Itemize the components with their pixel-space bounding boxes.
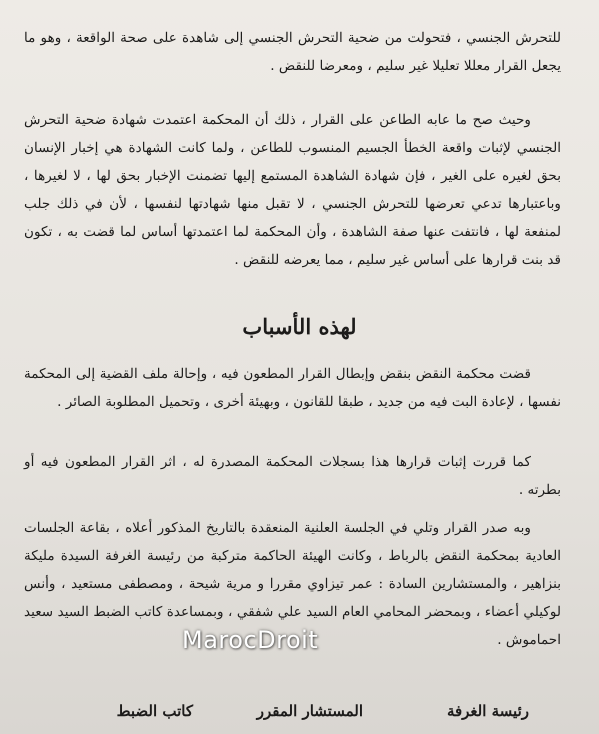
signature-rapporteur: المستشار المقرر bbox=[256, 702, 363, 720]
paragraph-ruling: قضت محكمة النقض بنقض وإبطال القرار المطعون فيه ، وإحالة ملف القضية إلى المحكمة نفسها ، لإعادة البت فيه من جديد ، طبقا للقانون ، وبهيئة أخرى ، وتحميل المطلوبة الصائر . bbox=[24, 366, 561, 410]
section-heading: لهذه الأسباب bbox=[242, 314, 357, 339]
watermark-logo: MarocDroit bbox=[182, 626, 319, 654]
signature-row bbox=[0, 702, 599, 732]
paragraph-registration: كما قررت إثبات قرارها هذا بسجلات المحكمة المصدرة له ، اثر القرار المطعون فيه أو بطرته . bbox=[24, 454, 561, 498]
signature-clerk: كاتب الضبط bbox=[116, 702, 193, 720]
paragraph-session-details: وبه صدر القرار وتلي في الجلسة العلنية المنعقدة بالتاريخ المذكور أعلاه ، بقاعة الجلسات العادية بمحكمة النقض بالرباط ، وكانت الهيئة الحاكمة متركبة من رئيسة الغرفة السيدة مليكة بنزاهير ، والمستشارين السادة : عمر تيزاوي مقررا و مرية شيحة ، ومصطفى مستعيد ، وأنس لوكيلي أعضاء ، وبمحضر المحامي العام السيد علي شفقي ، وبمساعدة كاتب الضبط السيد سعيد احماموش . bbox=[24, 520, 561, 648]
paragraph-reasoning-end: للتحرش الجنسي ، فتحولت من ضحية التحرش الجنسي إلى شاهدة على صحة الواقعة ، وهو ما يجعل القرار معللا تعليلا غير سليم ، ومعرضا للنقض . bbox=[24, 30, 561, 74]
paragraph-court-finding: وحيث صح ما عابه الطاعن على القرار ، ذلك أن المحكمة اعتمدت شهادة ضحية التحرش الجنسي لإثبات واقعة الخطأ الجسيم المنسوب للطاعن ، ولما كانت الشهادة هي إخبار الإنسان بحق لغيره على الغير ، فإن شهادة الشاهدة المستمع إليها تضمنت الإخبار بحق لها ، لا لغيرها ، وباعتبارها تدعي تعرضها للتحرش الجنسي ، لا تقبل منها شهادتها لنفسها ، لأن في ذلك جلب لمنفعة لها ، فانتفت عنها صفة الشاهدة ، وأن المحكمة لما اعتمدتها أساس لما قضت به ، تكون قد بنت قرارها على أساس غير سليم ، مما يعرضه للنقض . bbox=[24, 112, 561, 268]
signature-president: رئيسة الغرفة bbox=[446, 702, 529, 720]
